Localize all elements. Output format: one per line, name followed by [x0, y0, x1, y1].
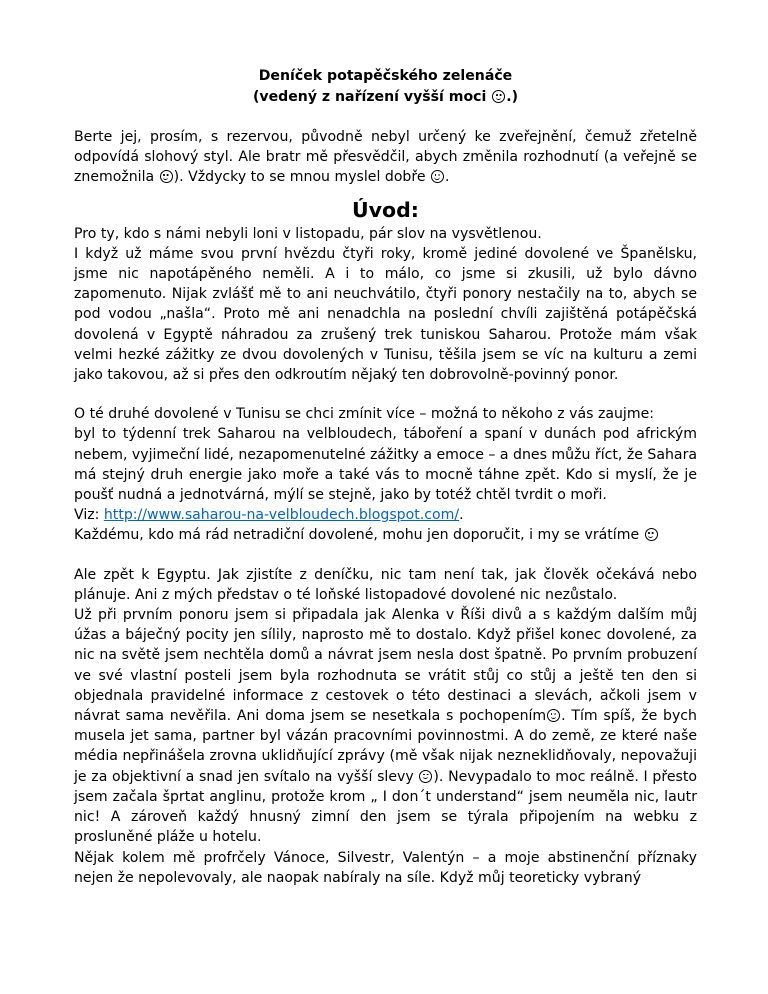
section-heading: Úvod:: [352, 197, 419, 222]
smiley-icon: [492, 90, 505, 103]
section3-paragraph-3: Nějak kolem mě profrčely Vánoce, Silvestr, Valentýn – a moje abstinenční příznaky nejen že nepolevovaly, ale naopak nabíraly na síle. Když můj teoreticky vybraný: [74, 849, 697, 886]
section1-paragraph: I když už máme svou první hvězdu čtyři roky, kromě jediné dovolené ve Španělsku, jsme nic napotápěného neměli. A i to málo, co jsme si zkusili, už bylo dávno zapomenuto. Nijak zvlášť mě to ani neuchvátilo, čtyři ponory nestačily na to, abych se pod vodou „našla“. Proto mě ani nenadchla na poslední chvíli zajištěná potápěčská dovolená v Egyptě náhradou za zrušený trek tuniskou Saharou. Protože mám však velmi hezké zážitky ze dvou dovolených v Tunisu, těšila jsem se víc na kulturu a zemi jako takovou, až si přes den odkroutím nějaký ten dobrovolně-povinný ponor.: [74, 245, 697, 384]
smiley-icon: [645, 528, 658, 541]
section3-text-3: ). Nevypadalo to moc reálně. I přesto jsem začala šprtat anglinu, protože krom „ I don´t understand“ jsem neuměla nic, lautr nic! A zároveň každý hnusný zimní den jsem se týrala připojením na webku z prosluněné pláže u hotelu.: [74, 768, 698, 846]
smiley-icon: [419, 770, 432, 783]
viz-line: [74, 505, 697, 525]
section3-text-2: . Tím spíš, že bych musela jet sama, partner byl vázán pracovními povinnostmi. A do země, ze které naše média nepřinášela zrovna uklidňující zprávy (mě však nijak nezneklidňovaly, nepovažuji je za objektivní a snad jen svítalo na vyšší slevy: [74, 708, 697, 785]
title-line1: Deníček potapěčského zelenáče: [258, 68, 513, 84]
section3-paragraph-1: Ale zpět k Egyptu. Jak zjistíte z deníčku, nic tam není tak, jak člověk očekává nebo plánuje. Ani z mých představ o té loňské listopadové dovolené nic nezůstalo.: [74, 566, 697, 603]
smiley-icon: [431, 170, 444, 183]
viz-end: .: [459, 507, 464, 524]
intro-text-2: ). Vždycky to se mnou myslel dobře: [173, 169, 431, 186]
recommend-line: [74, 525, 697, 545]
title-line2-end: .): [506, 89, 519, 105]
section2-line: O té druhé dovolené v Tunisu se chci zmínit více – možná to někoho z vás zaujme:: [74, 406, 654, 423]
blog-link[interactable]: http://www.saharou-na-velbloudech.blogspot.com/: [103, 507, 460, 524]
section2-paragraph: byl to týdenní trek Saharou na velbloudech, táboření a spaní v dunách pod africkým nebem, vyjimeční lidé, nezapomenutelné zážitky a emoce – a dnes můžu říct, že Sahara má stejný druh energie jako moře a také vás to mocně táhne zpět. Kdo si myslí, že je poušť nudná a jednotvárná, mýlí se stejně, jako by totéž chtěl tvrdit o moři.: [74, 426, 697, 504]
section1-line: Pro ty, kdo s námi nebyli loni v listopadu, pár slov na vysvětlenou.: [74, 225, 542, 242]
section3-paragraph-2: [74, 605, 697, 847]
viz-label: Viz:: [74, 507, 104, 524]
recommend-text: Každému, kdo má rád netradiční dovolené, mohu jen doporučit, i my se vrátíme: [74, 527, 644, 544]
intro-paragraph: [74, 127, 697, 188]
smiley-icon: [547, 709, 560, 722]
title-line2: (vedený z nařízení vyšší moci: [252, 89, 492, 105]
intro-text-3: .: [445, 169, 450, 186]
paragraph-gap: [74, 546, 697, 565]
section3-text-1: Už při prvním ponoru jsem si připadala jak Alenka v Říši divů a s každým dalším můj úžas a báječný pocity jen sílily, naprosto mě to dostalo. Když přišel konec dovolené, za nic na světě jsem nechtěla domů a návrat jsem nesla dost špatně. Po prvním probuzení ve své vlastní posteli jsem byla rozhodnuta se vrátit stůj co stůj a ještě ten den si objednala pravidelné informace z cestovek o této destinaci a slevách, ačkoli jsem v návrat sama nevěřila. Ani doma jsem se nesetkala s pochopením: [74, 607, 697, 725]
smiley-icon: [160, 170, 173, 183]
intro-text-1: Berte jej, prosím, s rezervou, původně nebyl určený ke zveřejnění, čemuž zřetelně odpovídá slohový styl. Ale bratr mě přesvědčil, abych změnila rozhodnutí (a veřejně se znemožnila: [74, 129, 697, 186]
document-title: [74, 66, 697, 108]
paragraph-gap: [74, 385, 697, 404]
